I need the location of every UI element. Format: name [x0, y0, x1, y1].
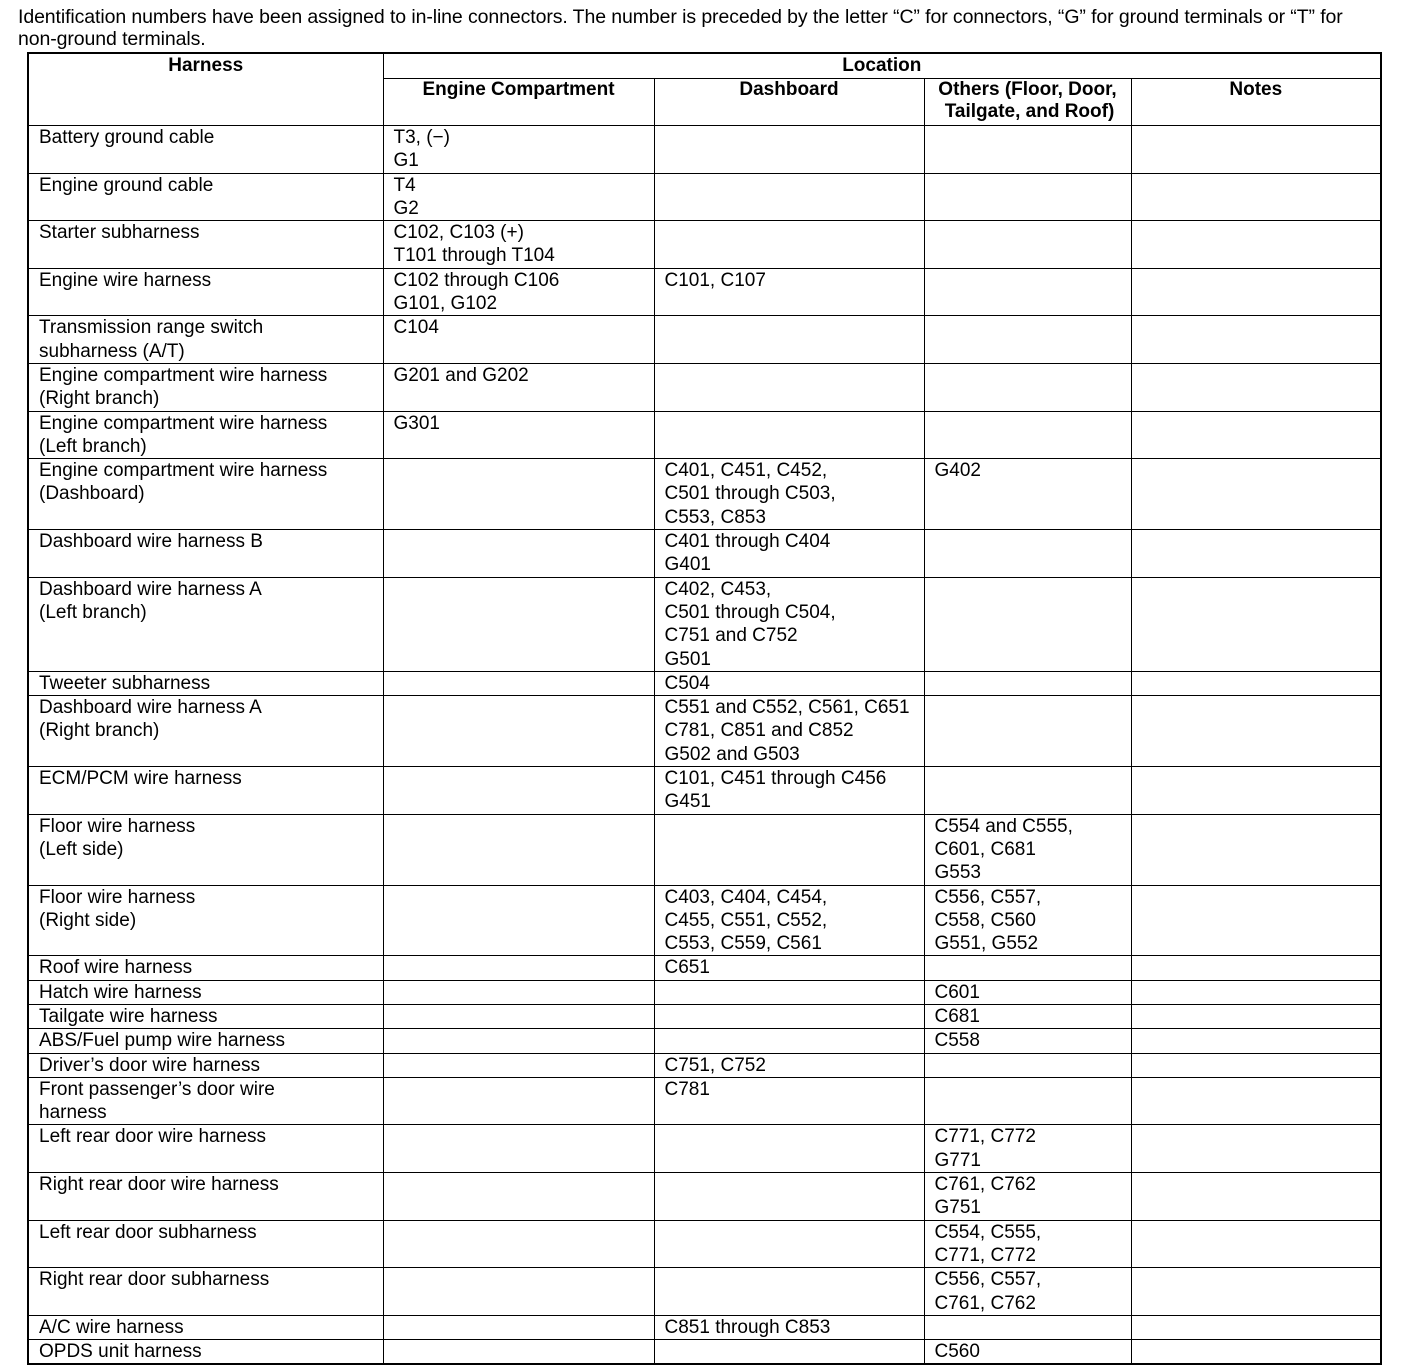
dashboard-cell — [654, 1173, 924, 1221]
dashboard-cell — [654, 221, 924, 269]
others-cell — [924, 1173, 1131, 1221]
table-body — [28, 126, 1381, 1365]
harness-cell-line: subharness (A/T) — [39, 340, 185, 362]
harness-cell-line: (Right branch) — [39, 720, 160, 742]
engine-compartment-cell — [383, 767, 654, 815]
dashboard-cell-line: C851 through C853 — [664, 1316, 831, 1338]
others-cell — [924, 956, 1131, 980]
dashboard-cell-line: C504 — [664, 672, 710, 694]
notes-cell — [1131, 696, 1381, 767]
others-cell-line: G402 — [934, 460, 981, 482]
engine-compartment-cell — [383, 459, 654, 530]
harness-cell-line: Left rear door subharness — [39, 1221, 257, 1243]
others-cell — [924, 530, 1131, 578]
harness-cell-line: Engine wire harness — [39, 269, 212, 291]
others-cell-line: G751 — [934, 1197, 981, 1219]
notes-cell — [1131, 1053, 1381, 1077]
engine-compartment-cell — [383, 671, 654, 695]
notes-cell — [1131, 126, 1381, 174]
notes-cell — [1131, 1268, 1381, 1316]
engine-compartment-cell — [383, 814, 654, 885]
harness-cell-line: Dashboard wire harness B — [39, 531, 263, 553]
notes-cell — [1131, 980, 1381, 1004]
others-cell-line: G553 — [934, 862, 981, 884]
dashboard-cell — [654, 1125, 924, 1173]
notes-cell — [1131, 1004, 1381, 1028]
others-cell — [924, 268, 1131, 316]
dashboard-cell — [654, 1053, 924, 1077]
dashboard-cell — [654, 1220, 924, 1268]
table-row — [28, 530, 1381, 578]
notes-cell — [1131, 1125, 1381, 1173]
harness-cell — [28, 696, 383, 767]
harness-cell — [28, 221, 383, 269]
harness-cell — [28, 1004, 383, 1028]
notes-cell — [1131, 1077, 1381, 1125]
engine-compartment-cell — [383, 363, 654, 411]
others-cell — [924, 1077, 1131, 1125]
table-row — [28, 956, 1381, 980]
dashboard-cell — [654, 696, 924, 767]
dashboard-cell-line: G401 — [664, 554, 711, 576]
harness-cell-line: Dashboard wire harness A — [39, 578, 262, 600]
others-cell — [924, 1340, 1131, 1365]
others-header-line1: Others (Floor, Door, — [938, 79, 1117, 100]
harness-cell-line: (Dashboard) — [39, 483, 145, 505]
harness-cell — [28, 1029, 383, 1053]
harness-cell — [28, 956, 383, 980]
others-cell — [924, 1220, 1131, 1268]
dashboard-cell — [654, 1077, 924, 1125]
dashboard-cell-line: G451 — [664, 791, 711, 813]
engine-compartment-cell-line: G301 — [393, 412, 440, 434]
harness-cell — [28, 411, 383, 459]
harness-cell — [28, 1053, 383, 1077]
others-header-line2: Tailgate, and Roof) — [944, 101, 1115, 122]
dashboard-cell-line: C553, C853 — [664, 506, 766, 528]
harness-cell-line: Battery ground cable — [39, 127, 215, 148]
dashboard-cell — [654, 316, 924, 364]
engine-compartment-cell — [383, 885, 654, 956]
others-cell-line: C558 — [934, 1030, 980, 1052]
others-cell-line: C601, C681 — [934, 838, 1036, 860]
dashboard-cell-line: G501 — [664, 648, 711, 670]
table-row — [28, 1173, 1381, 1221]
dashboard-cell-line: C101, C107 — [664, 269, 766, 291]
harness-cell — [28, 530, 383, 578]
others-cell — [924, 316, 1131, 364]
table-row — [28, 980, 1381, 1004]
dashboard-cell-line: C751 and C752 — [664, 625, 798, 647]
dashboard-cell — [654, 767, 924, 815]
dashboard-cell-line: C402, C453, — [664, 578, 772, 600]
notes-cell — [1131, 530, 1381, 578]
engine-compartment-cell — [383, 1315, 654, 1339]
others-cell — [924, 1315, 1131, 1339]
notes-cell — [1131, 459, 1381, 530]
harness-cell — [28, 814, 383, 885]
engine-compartment-cell-line: C102 through C106 — [393, 269, 560, 291]
engine-compartment-cell — [383, 530, 654, 578]
harness-cell — [28, 671, 383, 695]
harness-cell — [28, 1315, 383, 1339]
harness-cell — [28, 980, 383, 1004]
engine-compartment-cell — [383, 126, 654, 174]
others-header — [924, 79, 1131, 126]
harness-cell-line: Transmission range switch — [39, 317, 264, 339]
harness-cell-line: Tweeter subharness — [39, 672, 211, 694]
others-cell-line: G551, G552 — [934, 933, 1039, 955]
harness-cell-line: ABS/Fuel pump wire harness — [39, 1030, 286, 1052]
notes-cell — [1131, 1173, 1381, 1221]
notes-cell — [1131, 767, 1381, 815]
engine-compartment-cell — [383, 1125, 654, 1173]
table-row — [28, 1125, 1381, 1173]
table-row — [28, 1077, 1381, 1125]
others-cell-line: C761, C762 — [934, 1174, 1036, 1196]
harness-cell — [28, 126, 383, 174]
location-header: Location — [383, 53, 1381, 79]
table-row — [28, 1220, 1381, 1268]
harness-cell-line: (Right side) — [39, 909, 137, 931]
table-row — [28, 363, 1381, 411]
table-row — [28, 1053, 1381, 1077]
notes-cell — [1131, 814, 1381, 885]
table-row — [28, 1029, 1381, 1053]
harness-cell-line: (Left branch) — [39, 601, 147, 623]
table-row — [28, 126, 1381, 174]
harness-cell-line: Dashboard wire harness A — [39, 697, 262, 719]
engine-compartment-cell — [383, 577, 654, 671]
harness-cell-line: Engine compartment wire harness — [39, 364, 328, 386]
others-cell — [924, 459, 1131, 530]
others-cell-line: G771 — [934, 1149, 981, 1171]
harness-cell-line: harness — [39, 1102, 107, 1124]
harness-cell-line: Floor wire harness — [39, 886, 196, 908]
others-cell — [924, 767, 1131, 815]
dashboard-cell — [654, 1268, 924, 1316]
table-row — [28, 696, 1381, 767]
engine-compartment-cell-line: C102, C103 (+) — [393, 222, 524, 244]
notes-header: Notes — [1131, 79, 1381, 126]
others-cell — [924, 671, 1131, 695]
dashboard-header: Dashboard — [654, 79, 924, 126]
engine-compartment-cell-line: G201 and G202 — [393, 364, 529, 386]
harness-cell-line: Hatch wire harness — [39, 981, 202, 1003]
engine-compartment-cell-line: G1 — [393, 150, 419, 172]
engine-compartment-cell — [383, 1053, 654, 1077]
harness-cell-line: Engine ground cable — [39, 174, 214, 196]
dashboard-cell-line: C501 through C504, — [664, 601, 836, 623]
harness-cell-line: Starter subharness — [39, 222, 200, 244]
harness-cell-line: (Left side) — [39, 838, 124, 860]
others-cell — [924, 1029, 1131, 1053]
harness-cell — [28, 363, 383, 411]
harness-cell-line: (Right branch) — [39, 388, 160, 410]
dashboard-cell-line: C551 and C552, C561, C651 — [664, 697, 910, 719]
others-cell — [924, 126, 1131, 174]
notes-cell — [1131, 577, 1381, 671]
dashboard-cell — [654, 885, 924, 956]
engine-compartment-cell — [383, 980, 654, 1004]
table-row — [28, 671, 1381, 695]
dashboard-cell-line: C651 — [664, 957, 710, 979]
harness-cell-line: A/C wire harness — [39, 1316, 184, 1338]
harness-cell-line: Roof wire harness — [39, 957, 193, 979]
others-cell-line: C554, C555, — [934, 1221, 1042, 1243]
harness-cell-line: Engine compartment wire harness — [39, 460, 328, 482]
harness-cell — [28, 885, 383, 956]
harness-cell-line: Floor wire harness — [39, 815, 196, 837]
others-cell-line: C771, C772 — [934, 1244, 1036, 1266]
dashboard-cell — [654, 1340, 924, 1365]
harness-cell — [28, 1220, 383, 1268]
others-cell — [924, 1125, 1131, 1173]
dashboard-cell — [654, 671, 924, 695]
dashboard-cell — [654, 530, 924, 578]
others-cell-line: C761, C762 — [934, 1292, 1036, 1314]
harness-cell-line: Front passenger’s door wire — [39, 1078, 275, 1100]
notes-cell — [1131, 1029, 1381, 1053]
dashboard-cell — [654, 577, 924, 671]
harness-cell — [28, 1268, 383, 1316]
others-cell-line: C681 — [934, 1005, 980, 1027]
harness-cell-line: ECM/PCM wire harness — [39, 768, 242, 790]
engine-compartment-cell — [383, 1029, 654, 1053]
dashboard-cell-line: C403, C404, C454, — [664, 886, 828, 908]
harness-cell — [28, 173, 383, 221]
notes-cell — [1131, 173, 1381, 221]
harness-location-table — [27, 52, 1382, 1365]
others-cell — [924, 1268, 1131, 1316]
others-cell — [924, 221, 1131, 269]
notes-cell — [1131, 1340, 1381, 1365]
table-row — [28, 885, 1381, 956]
harness-cell — [28, 1173, 383, 1221]
engine-compartment-cell — [383, 268, 654, 316]
harness-cell-line: Left rear door wire harness — [39, 1126, 267, 1148]
dashboard-cell — [654, 268, 924, 316]
notes-cell — [1131, 268, 1381, 316]
table-row — [28, 411, 1381, 459]
harness-cell-line: OPDS unit harness — [39, 1341, 202, 1363]
harness-cell-line: Engine compartment wire harness — [39, 412, 328, 434]
dashboard-cell — [654, 956, 924, 980]
harness-cell-line: Driver’s door wire harness — [39, 1054, 261, 1076]
table-row — [28, 459, 1381, 530]
others-cell-line: C554 and C555, — [934, 815, 1073, 837]
others-cell — [924, 411, 1131, 459]
dashboard-cell — [654, 1029, 924, 1053]
engine-compartment-cell-line: T101 through T104 — [393, 245, 555, 267]
harness-cell — [28, 767, 383, 815]
harness-cell — [28, 1340, 383, 1365]
harness-cell-line: Tailgate wire harness — [39, 1005, 218, 1027]
notes-cell — [1131, 221, 1381, 269]
dashboard-cell — [654, 363, 924, 411]
harness-cell — [28, 577, 383, 671]
dashboard-cell-line: C101, C451 through C456 — [664, 768, 887, 790]
harness-cell — [28, 1125, 383, 1173]
others-cell — [924, 885, 1131, 956]
harness-cell — [28, 316, 383, 364]
table-row — [28, 173, 1381, 221]
engine-compartment-cell — [383, 956, 654, 980]
dashboard-cell — [654, 173, 924, 221]
notes-cell — [1131, 363, 1381, 411]
others-cell-line: C771, C772 — [934, 1126, 1036, 1148]
table-row — [28, 316, 1381, 364]
dashboard-cell-line: C781 — [664, 1078, 710, 1100]
engine-compartment-cell — [383, 1268, 654, 1316]
others-cell — [924, 814, 1131, 885]
table-row — [28, 268, 1381, 316]
engine-compartment-header: Engine Compartment — [383, 79, 654, 126]
dashboard-cell-line: C401, C451, C452, — [664, 460, 828, 482]
dashboard-cell-line: C781, C851 and C852 — [664, 720, 854, 742]
dashboard-cell — [654, 459, 924, 530]
dashboard-cell-line: C553, C559, C561 — [664, 933, 822, 955]
engine-compartment-cell — [383, 173, 654, 221]
others-cell-line: C556, C557, — [934, 886, 1042, 908]
others-cell-line: C558, C560 — [934, 909, 1036, 931]
others-cell — [924, 173, 1131, 221]
others-cell — [924, 363, 1131, 411]
engine-compartment-cell-line: T3, (−) — [393, 127, 450, 148]
engine-compartment-cell — [383, 1340, 654, 1365]
harness-cell-line: Right rear door wire harness — [39, 1174, 279, 1196]
engine-compartment-cell-line: T4 — [393, 174, 416, 196]
table-row — [28, 1340, 1381, 1365]
table-row — [28, 814, 1381, 885]
dashboard-cell — [654, 1315, 924, 1339]
table-row — [28, 767, 1381, 815]
engine-compartment-cell — [383, 696, 654, 767]
engine-compartment-cell — [383, 1220, 654, 1268]
dashboard-cell-line: C751, C752 — [664, 1054, 766, 1076]
dashboard-cell — [654, 980, 924, 1004]
engine-compartment-cell — [383, 1173, 654, 1221]
table-row — [28, 1315, 1381, 1339]
others-cell — [924, 1053, 1131, 1077]
dashboard-cell-line: C455, C551, C552, — [664, 909, 828, 931]
others-cell — [924, 1004, 1131, 1028]
engine-compartment-cell-line: C104 — [393, 317, 439, 339]
table-row — [28, 1268, 1381, 1316]
engine-compartment-cell-line: G2 — [393, 197, 419, 219]
dashboard-cell-line: C401 through C404 — [664, 531, 831, 553]
notes-cell — [1131, 411, 1381, 459]
notes-cell — [1131, 956, 1381, 980]
notes-cell — [1131, 316, 1381, 364]
notes-cell — [1131, 671, 1381, 695]
others-cell — [924, 980, 1131, 1004]
engine-compartment-cell — [383, 316, 654, 364]
engine-compartment-cell-line: G101, G102 — [393, 293, 498, 315]
engine-compartment-cell — [383, 221, 654, 269]
harness-header: Harness — [28, 53, 383, 126]
harness-cell — [28, 1077, 383, 1125]
harness-cell-line: (Left branch) — [39, 435, 147, 457]
others-cell-line: C601 — [934, 981, 980, 1003]
engine-compartment-cell — [383, 1004, 654, 1028]
notes-cell — [1131, 1315, 1381, 1339]
table-row — [28, 577, 1381, 671]
notes-cell — [1131, 1220, 1381, 1268]
others-cell-line: C556, C557, — [934, 1269, 1042, 1291]
dashboard-cell — [654, 126, 924, 174]
engine-compartment-cell — [383, 411, 654, 459]
engine-compartment-cell — [383, 1077, 654, 1125]
dashboard-cell — [654, 814, 924, 885]
others-cell-line: C560 — [934, 1341, 980, 1363]
intro-paragraph: Identification numbers have been assigned to in-line connectors. The number is preceded by the letter “C” for connectors, “G” for ground terminals or “T” for non-ground terminals. — [18, 6, 1343, 50]
dashboard-cell — [654, 1004, 924, 1028]
others-cell — [924, 577, 1131, 671]
harness-cell-line: Right rear door subharness — [39, 1269, 270, 1291]
table-row — [28, 1004, 1381, 1028]
harness-cell — [28, 268, 383, 316]
dashboard-cell-line: C501 through C503, — [664, 483, 836, 505]
dashboard-cell — [654, 411, 924, 459]
table-row — [28, 221, 1381, 269]
others-cell — [924, 696, 1131, 767]
dashboard-cell-line: G502 and G503 — [664, 743, 800, 765]
notes-cell — [1131, 885, 1381, 956]
harness-cell — [28, 459, 383, 530]
